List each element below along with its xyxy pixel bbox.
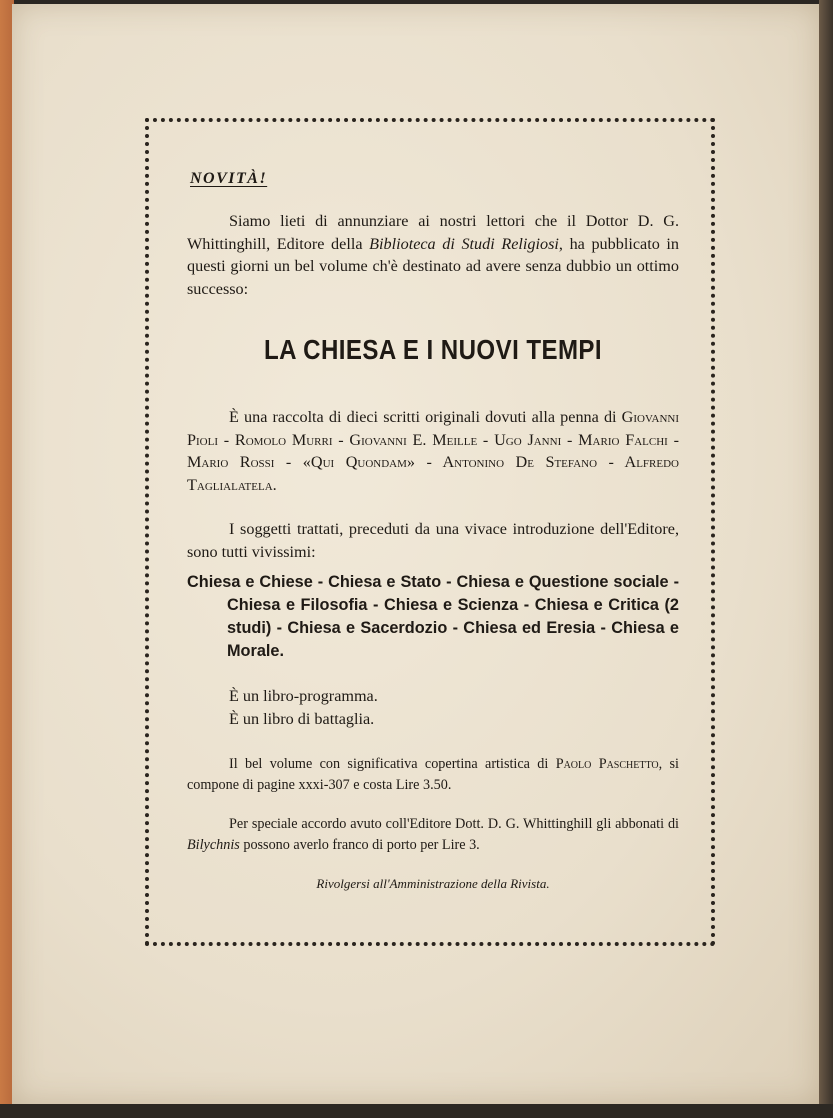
authors-paragraph — [187, 406, 679, 496]
page-edge — [819, 0, 833, 1118]
details-lead: Il bel volume con significativa copertina artistica di — [229, 756, 556, 772]
book-title: LA CHIESA E I NUOVI TEMPI — [263, 334, 603, 365]
offer-tail: possono averlo franco di porto per Lire 3. — [239, 837, 480, 853]
details-tail: , si compone di pagine xxxi-307 e costa Lire 3.50. — [187, 756, 679, 793]
artist-name: Paolo Paschetto — [555, 756, 659, 772]
notice-heading: NOVITÀ! — [190, 170, 268, 187]
intro-text: Siamo lieti di annunziare ai nostri lettori che il Dottor D. G. Whittinghill, Editore della — [187, 212, 679, 253]
intro-text-end: , ha pubblicato in questi giorni un bel volume ch'è destinato ad avere senza dubbio un ottimo successo: — [187, 234, 679, 298]
volume-details — [187, 754, 679, 796]
offer-lead: Per speciale accordo avuto coll'Editore Dott. D. G. Whittinghill gli abbonati di — [229, 816, 679, 832]
intro-paragraph — [187, 210, 679, 300]
tagline-battle: È un libro di battaglia. — [229, 709, 375, 728]
collection-lead: È una raccolta di dieci scritti originali dovuti alla penna di — [229, 408, 622, 426]
topics-list: Chiesa e Chiese - Chiesa e Stato - Chiesa e Questione sociale - Chiesa e Filosofia - Chiesa e Scienza - Chiesa e Critica (2 studi) - Chiesa e Sacerdozio - Chiesa ed Eresia - Chiesa e Morale. — [187, 573, 679, 660]
series-title: Biblioteca di Studi Religiosi — [369, 234, 559, 253]
topics-intro: I soggetti trattati, preceduti da una vivace introduzione dell'Editore, sono tutti vivissimi: — [187, 520, 679, 561]
page-bottom-edge — [0, 1104, 833, 1118]
subscriber-offer — [187, 814, 679, 856]
author-list: Giovanni Pioli - Romolo Murri - Giovanni E. Meille - Ugo Janni - Mario Falchi - Mario Rossi - «Qui Quondam» - Antonino De Stefano - Alfredo Taglialatela. — [187, 408, 679, 494]
magazine-name: Bilychnis — [187, 837, 240, 853]
tagline-program: È un libro-programma. — [229, 687, 378, 705]
contact-footer: Rivolgersi all'Amministrazione della Rivista. — [316, 876, 550, 891]
notice — [187, 170, 679, 905]
